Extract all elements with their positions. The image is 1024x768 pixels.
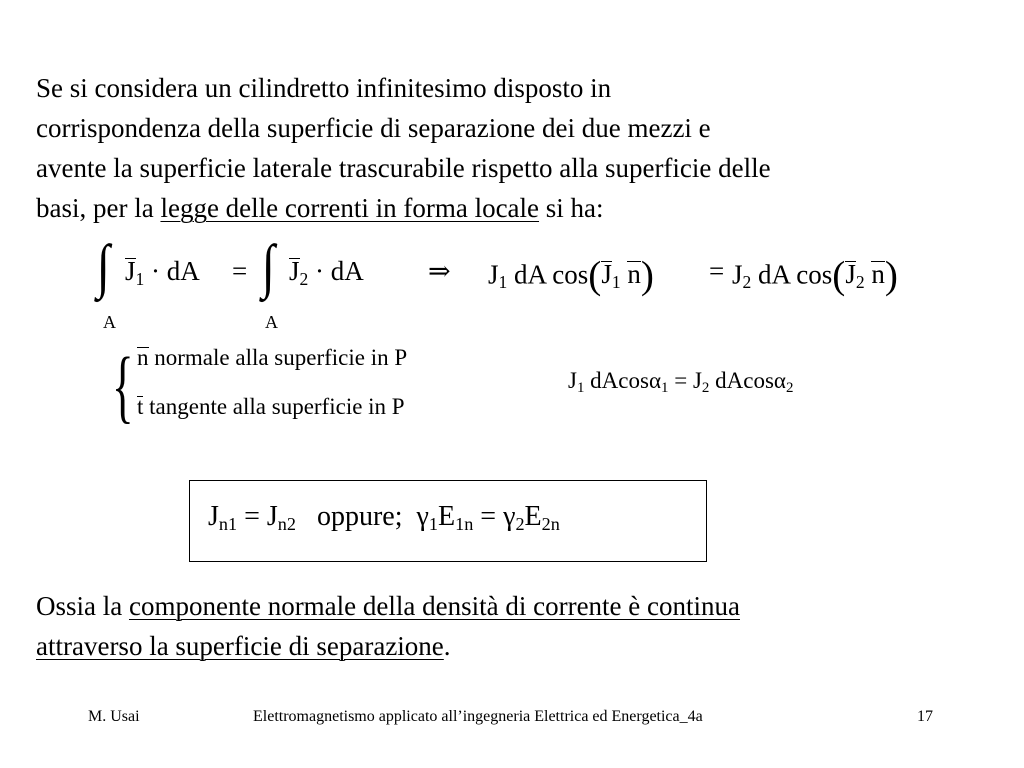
boxed-result xyxy=(189,480,707,562)
oppure-text: oppure; xyxy=(316,501,403,532)
intro-line-2: corrispondenza della superficie di separazione dei due mezzi e xyxy=(36,113,711,143)
footer-course: Elettromagnetismo applicato all’ingegneria Elettrica ed Energetica_4a xyxy=(253,708,703,725)
intro-line-3: avente la superficie laterale trascurabile rispetto alla superficie delle xyxy=(36,153,771,183)
integral-limit-1: A xyxy=(103,312,116,332)
conclusion-underlined-1: componente normale della densità di corrente è continua xyxy=(128,591,740,621)
equals-sign-1: = xyxy=(232,256,248,286)
normal-definition: n normale alla superficie in P xyxy=(137,345,408,370)
implies-arrow: ⇒ xyxy=(428,256,451,286)
alpha-equation: $J_1$ $dAcos\alpha_1 = J_2$ dAcosα$_2$ xyxy=(568,368,794,397)
flux-integral-equation xyxy=(95,233,965,332)
cos-term-2: $J_2$ dA $\cos(J_2$ n) xyxy=(732,254,898,297)
conclusion-underlined-2: attraverso la superficie di separazione xyxy=(36,631,444,661)
conclusion-prefix: Ossia la xyxy=(36,591,129,621)
intro-line-4-prefix: basi, per la xyxy=(36,193,161,223)
cos-term-1: $J_1$ dA $\cos(J_1$ n) xyxy=(488,254,654,297)
tangent-definition: t tangente alla superficie in P xyxy=(137,394,405,419)
integral-sign-1: ∫ xyxy=(96,233,110,299)
intro-line-1: Se si considera un cilindretto infinitesimo disposto in xyxy=(36,73,612,103)
boxed-equation: $J_{n1} = J_{n2}$ oppure; $\gamma_1E_{1n} = \gamma_2E_{2n}$ xyxy=(208,501,560,535)
intro-line-4-suffix: si ha: xyxy=(539,193,604,223)
conclusion-suffix: . xyxy=(443,631,451,661)
integrand-1: $J_1$ · dA xyxy=(125,256,200,289)
equals-sign-2: = xyxy=(709,256,725,286)
curly-brace: { xyxy=(112,340,134,431)
integrand-2: $J_2$ · dA xyxy=(289,256,364,289)
footer-author: M. Usai xyxy=(88,708,140,725)
integral-limit-2: A xyxy=(265,312,278,332)
footer-page-number: 17 xyxy=(917,708,933,725)
conclusion-paragraph xyxy=(36,586,996,666)
intro-paragraph xyxy=(36,68,996,228)
local-current-law-link: legge delle correnti in forma locale xyxy=(160,193,540,223)
integral-sign-2: ∫ xyxy=(261,233,275,299)
